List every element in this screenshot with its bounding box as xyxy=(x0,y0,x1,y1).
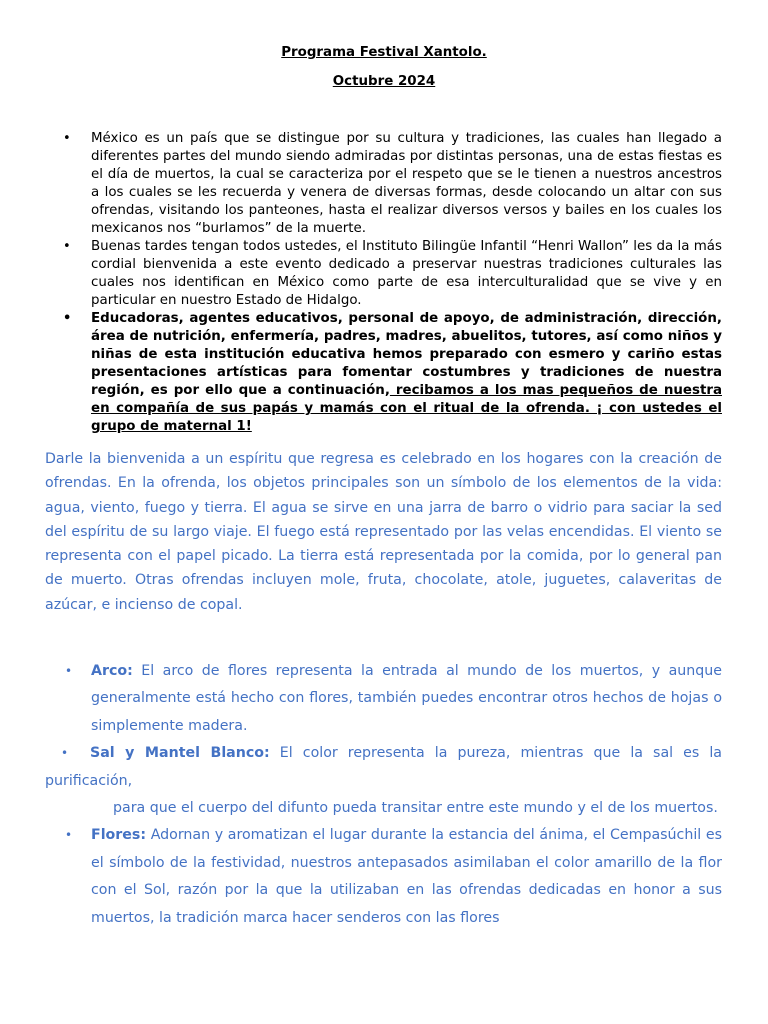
item-continuation: para que el cuerpo del difunto pueda transitar entre este mundo y el de los muertos. xyxy=(113,800,718,817)
item-text: Adornan y aromatizan el lugar durante la estancia del ánima, el Cempasúchil es el símbolo de la festividad, nuestros antepasados asimilaban el color amarillo de la flor con el Sol, razón por la que la utilizaban en las ofrendas dedicadas en honor a sus muertos, la tradición marca hacer senderos con las flores xyxy=(91,827,722,926)
list-item xyxy=(45,130,722,238)
item-text: El color representa la pureza, mientras que la sal es la purificación, xyxy=(45,745,723,789)
underlined-text: recibamos a los mas pequeños de nuestra en compañía de sus papás y mamás con el ritual de la ofrenda. ¡ con ustedes el grupo de maternal 1! xyxy=(91,383,722,434)
list-item-text: México es un país que se distingue por su cultura y tradiciones, las cuales han llegado a diferentes partes del mundo siendo admiradas por distintas personas, una de estas fiestas es el día de muertos, la cual se caracteriza por el respeto que se le tienen a nuestros ancestros a los cuales se les recuerda y venera de diversas formas, desde colocando un altar con sus ofrendas, visitando los panteones, hasta el realizar diversos versos y bailes en los cuales los mexicanos nos “burlamos” de la muerte. xyxy=(91,131,722,236)
list-item-text: Buenas tardes tengan todos ustedes, el Instituto Bilingüe Infantil “Henri Wallon” les da la más cordial bienvenida a este evento dedicado a preservar nuestras tradiciones culturales las cuales nos identifican en México como parte de esa interculturalidad que se vive y en particular en nuestro Estado de Hidalgo. xyxy=(91,239,722,308)
bullet-icon: • xyxy=(63,239,71,254)
bullet-icon: • xyxy=(61,746,69,761)
bullet-icon: • xyxy=(63,311,72,326)
page-date: Octubre 2024 xyxy=(332,74,436,89)
item-text: El arco de flores representa la entrada al mundo de los muertos, y aunque generalmente está hecho con flores, también puedes encontrar otros hechos de hojas o simplemente madera. xyxy=(91,663,722,734)
list-item-text: Educadoras, agentes educativos, personal de apoyo, de administración, dirección, área de nutrición, enfermería, padres, madres, abuelitos, tutores, así como niños y niñas de esta institución educativa hemos preparado con esmero y cariño estas presentaciones artísticas para fomentar costumbres y tradiciones de nuestra región, es por ello que a continuación, xyxy=(91,311,722,398)
bullet-icon: • xyxy=(65,664,73,678)
list-item xyxy=(45,658,722,740)
list-item xyxy=(45,238,722,310)
page-title: Programa Festival Xantolo. xyxy=(281,45,487,60)
offering-elements-list xyxy=(45,658,722,932)
list-item xyxy=(45,310,722,436)
bullet-icon: • xyxy=(63,131,71,146)
offering-description: Darle la bienvenida a un espíritu que regresa es celebrado en los hogares con la creación de ofrendas. En la ofrenda, los objetos principales son un símbolo de los elementos de la vida: agua, viento, fuego y tierra. El agua se sirve en una jarra de barro o vidrio para saciar la sed del espíritu de su largo viaje. El fuego está representado por las velas encendidas. El viento se representa con el papel picado. La tierra está representada por la comida, por lo general pan de muerto. Otras ofrendas incluyen mole, fruta, chocolate, atole, juguetes, calaveritas de azúcar, e incienso de copal. xyxy=(45,451,722,613)
item-term: Arco: xyxy=(91,663,133,679)
list-item xyxy=(45,740,722,795)
bullet-icon: • xyxy=(65,828,73,843)
item-term: Flores: xyxy=(91,827,147,844)
item-term: Sal y Mantel Blanco: xyxy=(90,745,270,762)
intro-list xyxy=(45,130,722,436)
list-item xyxy=(45,822,722,932)
